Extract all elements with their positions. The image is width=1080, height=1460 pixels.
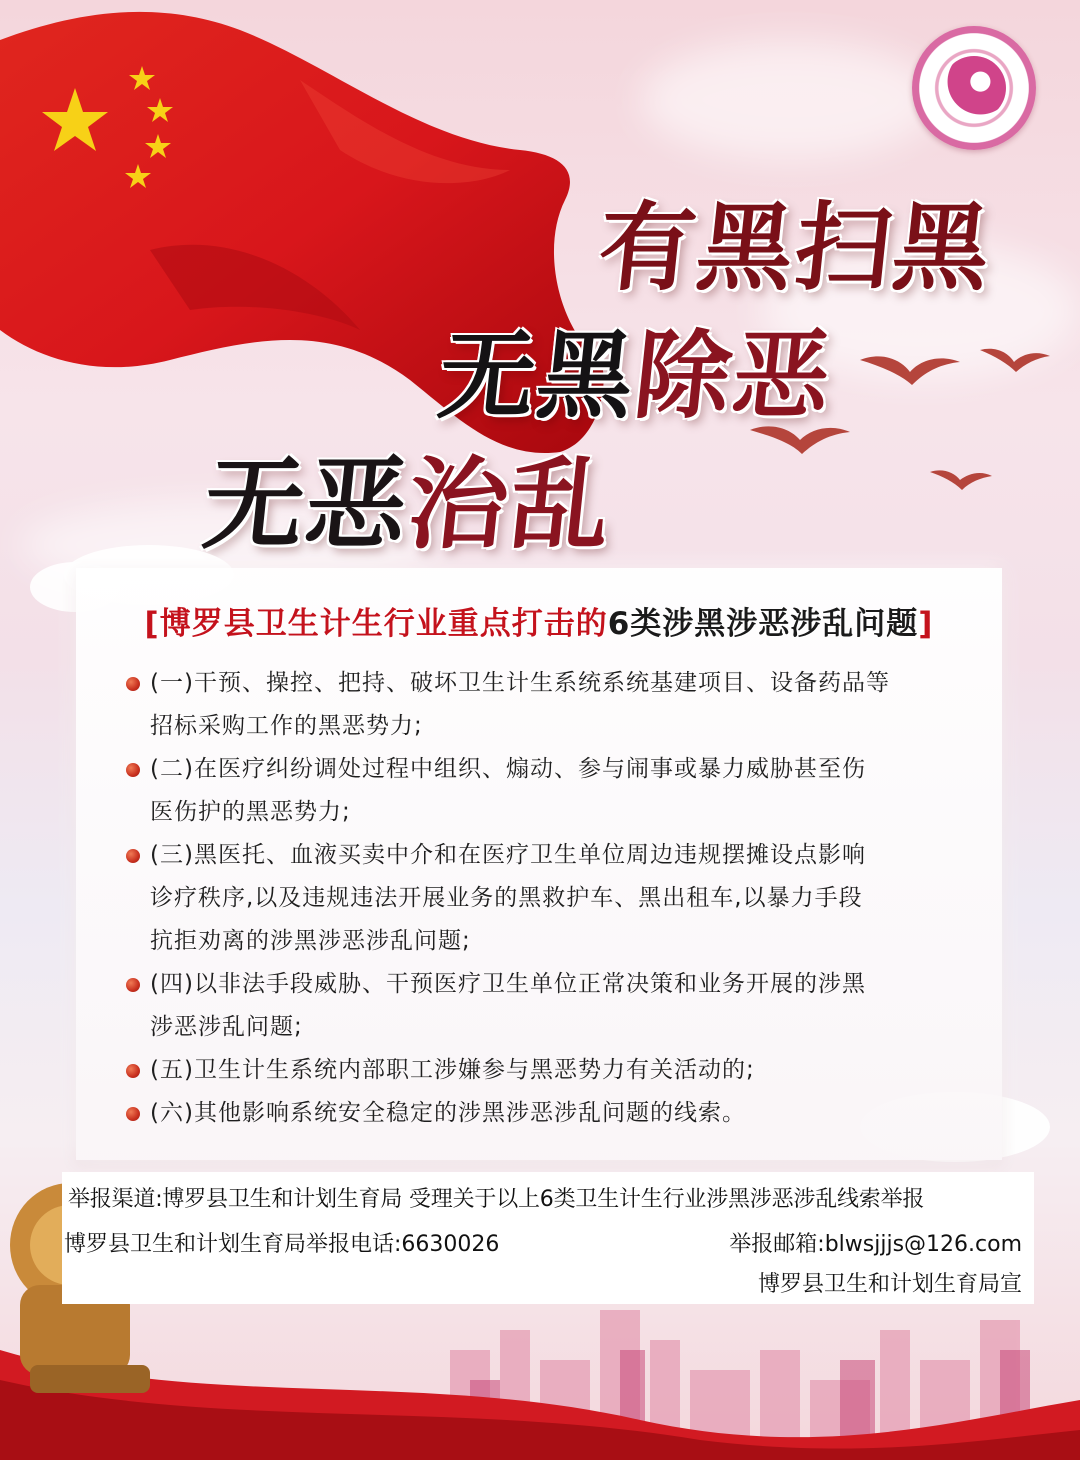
list-item-line: 医伤护的黑恶势力; [150,799,351,825]
slogan-line-2-part-a: 无黑 [433,319,642,432]
list-item-line: 招标采购工作的黑恶势力; [150,713,423,739]
slogan-line-1: 有黑扫黑 [593,191,998,304]
panel-title-close: ] [918,606,934,642]
panel-title-red: [博罗县卫生计生行业重点打击的 [144,606,608,642]
list-item [126,662,956,748]
birds-icon [740,330,1080,510]
content-panel [76,568,1002,1160]
report-issuer: 博罗县卫生和计划生育局宣 [757,1272,1022,1297]
report-phone: 博罗县卫生和计划生育局举报电话:6630026 [64,1232,500,1257]
list-item [126,748,956,834]
list-item [126,963,956,1049]
list-item-line: 涉恶涉乱问题; [150,1014,303,1040]
red-dot-icon [126,978,140,992]
list-item-line: (三)黑医托、血液买卖中介和在医疗卫生单位周边违规摆摊设点影响 [150,842,866,868]
panel-title-dark: 6类涉黑涉恶涉乱问题 [607,606,919,642]
list-item-line: (二)在医疗纠纷调处过程中组织、煽动、参与闹事或暴力威胁甚至伤 [150,756,866,782]
slogan-line-3 [197,424,620,568]
slogan-line-3-part-b: 治乱 [401,445,619,563]
red-dot-icon [126,849,140,863]
list-item-line: (四)以非法手段威胁、干预医疗卫生单位正常决策和业务开展的涉黑 [150,971,866,997]
list-item [126,834,956,963]
red-dot-icon [126,677,140,691]
issue-list [126,662,956,1135]
maternal-health-logo-icon [912,26,1036,150]
panel-title [96,598,982,643]
list-item-line: 抗拒劝离的涉黑涉恶涉乱问题; [150,928,471,954]
list-item [126,1049,956,1092]
logo-emblem [942,56,1006,120]
red-dot-icon [126,763,140,777]
slogan-line-3-part-a: 无恶 [197,445,415,563]
list-item [126,1092,956,1135]
report-email: 举报邮箱:blwsjjjs@126.com [729,1232,1022,1257]
background-cloud [640,40,940,160]
list-item-line: 诊疗秩序,以及违规违法开展业务的黑救护车、黑出租车,以暴力手段 [150,885,863,911]
red-dot-icon [126,1107,140,1121]
list-item-line: (六)其他影响系统安全稳定的涉黑涉恶涉乱问题的线索。 [150,1100,746,1126]
list-item-line: (一)干预、操控、把持、破坏卫生计生系统系统基建项目、设备药品等 [150,670,890,696]
slogan-line-2-part-b: 除恶 [629,319,838,432]
report-channel: 举报渠道:博罗县卫生和计划生育局 受理关于以上6类卫生计生行业涉黑涉恶涉乱线索举报 [68,1187,925,1212]
red-dot-icon [126,1064,140,1078]
report-info-box [62,1172,1034,1304]
list-item-line: (五)卫生计生系统内部职工涉嫌参与黑恶势力有关活动的; [150,1057,755,1083]
